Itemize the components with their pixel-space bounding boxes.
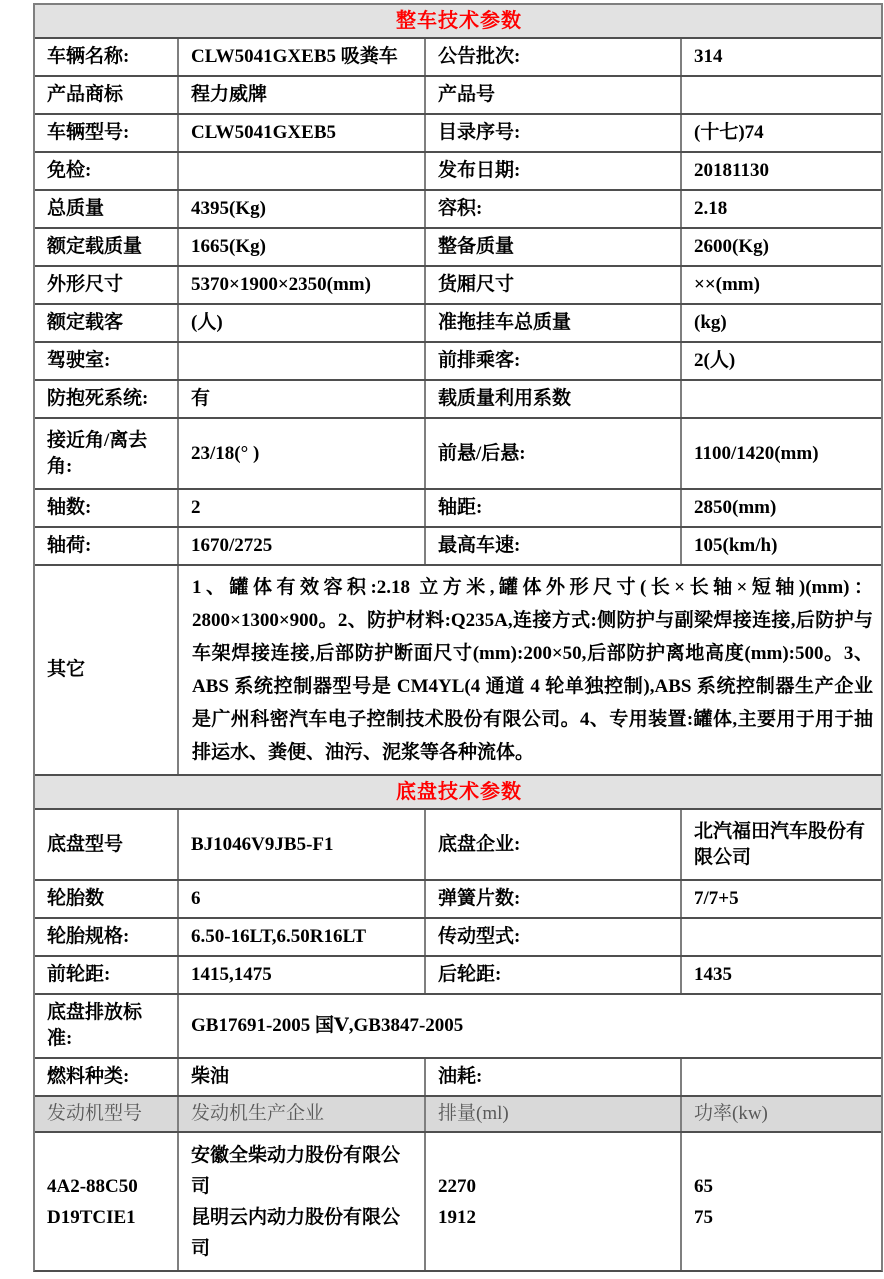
row-value: 2850(mm) [694,497,777,519]
section-header-chassis [35,776,881,810]
row-value [179,153,426,189]
engine-model: D19TCIE1 [47,1206,136,1228]
vehicle-spec-table [33,3,883,1272]
table-row-exemption [35,153,881,191]
row-label: 外形尺寸 [35,267,179,303]
row-label: 前悬/后悬: [426,419,682,488]
row-value: BJ1046V9JB5-F1 [179,810,426,879]
row-value: 105(km/h) [694,535,778,557]
engine-models [35,1133,179,1270]
table-row-model [35,115,881,153]
row-value: CLW5041GXEB5 吸粪车 [179,39,426,75]
row-value: 有 [179,381,426,417]
row-label: 最高车速: [426,528,682,564]
row-label: 前排乘客: [426,343,682,379]
row-value: CLW5041GXEB5 [179,115,426,151]
row-label: 油耗: [426,1059,682,1095]
row-value: 7/7+5 [694,888,739,910]
row-value: 23/18(° ) [179,419,426,488]
table-row-tire-spec [35,919,881,957]
table-row-angles [35,419,881,490]
engine-power: 75 [694,1206,713,1228]
row-label: 弹簧片数: [426,881,682,917]
row-label: 目录序号: [426,115,682,151]
table-row-brand [35,77,881,115]
table-row-other-notes [35,566,881,776]
row-label: 总质量 [35,191,179,227]
engine-manufacturers [179,1133,426,1270]
other-notes-text: 1、罐体有效容积:2.18 立方米,罐体外形尺寸(长×长轴×短轴)(mm)： 2800×1300×900。2、防护材料:Q235A,连接方式:侧防护与副梁焊接连接,后防护与车架焊接连接,后部防护断面尺寸(mm):200×50,后部防护离地高度(mm):500。3、ABS 系统控制器型号是 CM4YL(4 通道 4 轮单独控制),ABS 系统控制器生产企业是广州科密汽车电子控制技术股份有限公司。4、专用装置:罐体,主要用于用于抽排运水、粪便、油污、泥浆等各种流体。 [192,577,873,763]
row-label: 轴荷: [35,528,179,564]
row-label: 底盘企业: [426,810,682,879]
table-row-vehicle-name [35,39,881,77]
section-header-vehicle [35,5,881,39]
row-value: (人) [179,305,426,341]
row-label: 产品号 [426,77,682,113]
emission-value: GB17691-2005 国Ⅴ,GB3847-2005 [191,1015,464,1037]
engine-model: 4A2-88C50 [47,1175,138,1197]
row-label: 准拖挂车总质量 [426,305,682,341]
engine-table-header [35,1097,881,1133]
row-value: 柴油 [179,1059,426,1095]
row-value: 4395(Kg) [179,191,426,227]
table-row-tire-count [35,881,881,919]
row-label: 轴距: [426,490,682,526]
engine-manufacturer: 昆明云内动力股份有限公司 [191,1206,401,1259]
row-label: 轮胎数 [35,881,179,917]
engine-header-power: 功率(kw) [694,1103,768,1125]
engine-data-row [35,1133,881,1270]
row-value: 2(人) [694,350,736,372]
row-value [682,77,881,113]
row-label: 容积: [426,191,682,227]
row-value [682,1059,881,1095]
row-label: 其它 [35,566,179,774]
table-row-track [35,957,881,995]
row-value: (十七)74 [694,122,764,144]
table-row-cab [35,343,881,381]
table-row-passengers [35,305,881,343]
row-value: 6 [179,881,426,917]
row-label: 额定载质量 [35,229,179,265]
row-value: 程力威牌 [179,77,426,113]
table-row-axles [35,490,881,528]
engine-powers [682,1133,881,1270]
row-label: 底盘排放标准: [35,995,179,1057]
table-row-axle-load [35,528,881,566]
row-value: 6.50-16LT,6.50R16LT [179,919,426,955]
table-row-fuel [35,1059,881,1097]
engine-displacement: 1912 [438,1206,476,1228]
section-title-vehicle: 整车技术参数 [396,9,522,32]
row-value: (kg) [694,312,727,334]
row-label: 燃料种类: [35,1059,179,1095]
row-label: 发布日期: [426,153,682,189]
table-row-chassis-model [35,810,881,881]
row-value: 5370×1900×2350(mm) [179,267,426,303]
row-value [682,919,881,955]
row-value: 1670/2725 [179,528,426,564]
row-value: 2.18 [694,198,728,220]
row-value: 1415,1475 [179,957,426,993]
table-row-dimensions [35,267,881,305]
table-row-emission [35,995,881,1059]
row-label: 车辆型号: [35,115,179,151]
row-label: 整备质量 [426,229,682,265]
engine-displacements [426,1133,682,1270]
row-value [682,381,881,417]
row-label: 货厢尺寸 [426,267,682,303]
table-row-gross-mass [35,191,881,229]
engine-header-displacement: 排量(ml) [426,1097,682,1131]
engine-header-model: 发动机型号 [35,1097,179,1131]
row-value: 北汽福田汽车股份有限公司 [694,820,866,868]
table-row-abs [35,381,881,419]
row-label: 前轮距: [35,957,179,993]
row-value: 1100/1420(mm) [694,442,819,464]
row-label: 免检: [35,153,179,189]
table-row-rated-load [35,229,881,267]
row-value: 314 [694,46,723,68]
row-value: ××(mm) [694,274,760,296]
engine-displacement: 2270 [438,1175,476,1197]
row-value: 1665(Kg) [179,229,426,265]
row-label: 车辆名称: [35,39,179,75]
row-label: 公告批次: [426,39,682,75]
row-label: 额定载客 [35,305,179,341]
row-label: 驾驶室: [35,343,179,379]
row-label: 产品商标 [35,77,179,113]
row-label: 底盘型号 [35,810,179,879]
row-value: 2 [179,490,426,526]
section-title-chassis: 底盘技术参数 [396,780,522,803]
row-value: 20181130 [694,160,769,182]
row-value: 1435 [694,964,732,986]
row-label: 轴数: [35,490,179,526]
row-label: 轮胎规格: [35,919,179,955]
engine-header-manufacturer: 发动机生产企业 [179,1097,426,1131]
row-value: 2600(Kg) [694,236,769,258]
engine-power: 65 [694,1175,713,1197]
engine-manufacturer: 安徽全柴动力股份有限公司 [191,1144,401,1197]
row-value [179,343,426,379]
row-label: 防抱死系统: [35,381,179,417]
row-label: 后轮距: [426,957,682,993]
row-label: 载质量利用系数 [426,381,682,417]
row-label: 传动型式: [426,919,682,955]
row-label: 接近角/离去角: [35,419,179,488]
